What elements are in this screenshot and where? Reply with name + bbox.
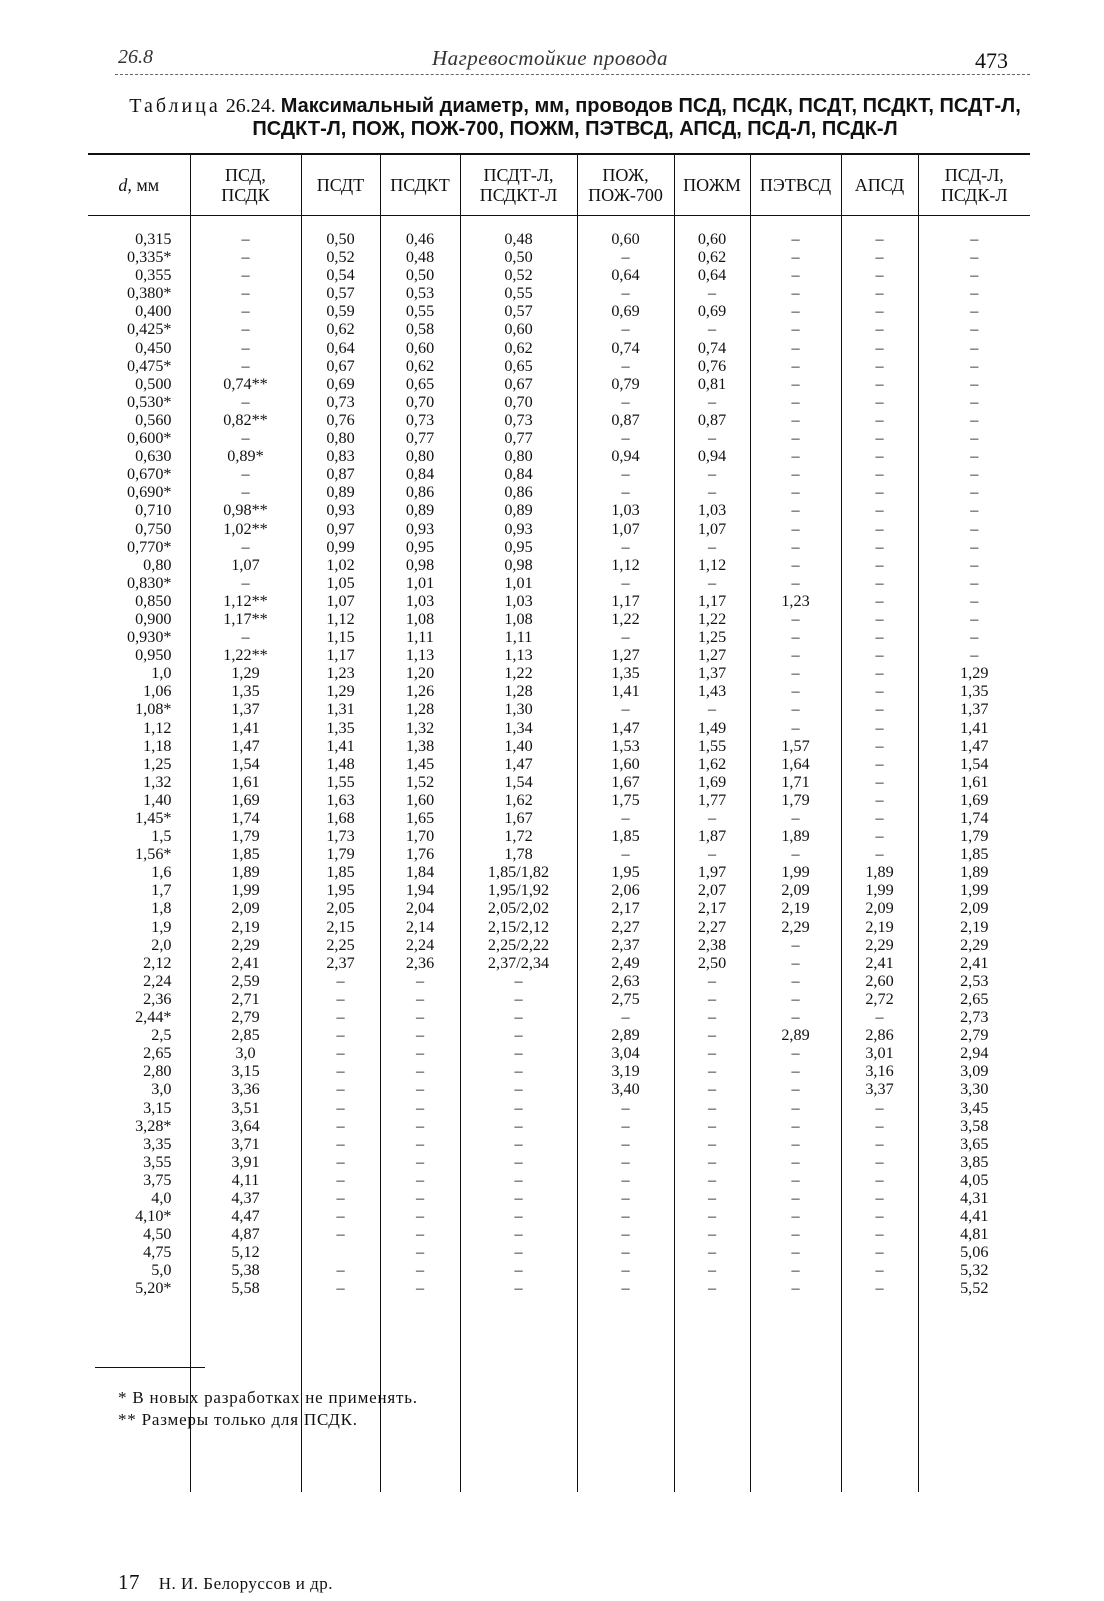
column-header-apsd [841, 154, 918, 216]
printer-signature [118, 1570, 333, 1595]
column-header-pozh-label: ПОЖ, ПОЖ-700 [588, 165, 663, 205]
column-psdkt-values-text: 0,46 0,48 0,50 0,53 0,55 0,58 0,60 0,62 0,65 0,70 0,73 0,77 0,80 0,84 0,86 0,89 0,93 0,95 0,98 1,01 1,03 1,08 1,11 1,13 1,20 1,26 1,28 1,32 1,38 1,45 1,52 1,60 1,65 1,70 1,76 1,84 1,94 2,04 2,14 2,24 2,36 – – – – – – – – – – – – – – – – – – [405, 230, 435, 1298]
caption-number: 26.24. [225, 95, 276, 117]
signature-text: Н. И. Белоруссов и др. [158, 1574, 333, 1593]
column-header-psdkt-label: ПСДКТ [390, 175, 450, 195]
column-header-psd-l [918, 154, 1030, 216]
column-petvsd-values [750, 216, 841, 1493]
column-pozhm-values-text: 0,60 0,62 0,64 – 0,69 – 0,74 0,76 0,81 – 0,87 – 0,94 – – 1,03 1,07 – 1,12 – 1,17 1,22 1,25 1,27 1,37 1,43 – 1,49 1,55 1,62 1,69 1,77 – 1,87 – 1,97 2,07 2,17 2,27 2,38 2,50 – – – – – – – – – – – – – – – – – – [697, 230, 727, 1298]
column-header-psd-label: ПСД, ПСДК [221, 165, 270, 205]
caption-title: Максимальный диаметр, мм, проводов ПСД, ПСДК, ПСДТ, ПСДКТ, ПСДТ-Л, ПСДКТ-Л, ПОЖ, ПОЖ-700, ПОЖМ, ПЭТВСД, АПСД, ПСД-Л, ПСДК-Л [252, 95, 1021, 140]
column-psdt-l-values-text: 0,48 0,50 0,52 0,55 0,57 0,60 0,62 0,65 0,67 0,70 0,73 0,77 0,80 0,84 0,86 0,89 0,93 0,95 0,98 1,01 1,03 1,08 1,11 1,13 1,22 1,28 1,30 1,34 1,40 1,47 1,54 1,62 1,67 1,72 1,78 1,85/1,82 1,95/1,92 2,05/2,02 2,15/2,12 2,25/2,22 2,37/2,34 – – – – – – – – – – – – – – – – – – [487, 230, 550, 1298]
signature-number: 17 [118, 1570, 140, 1594]
section-number: 26.8 [118, 46, 153, 68]
column-psdt-values [301, 216, 380, 1493]
column-psdkt-values [380, 216, 460, 1493]
column-header-psd-l-label: ПСД-Л, ПСДК-Л [940, 165, 1008, 205]
column-psd-l-values-text: – – – – – – – – – – – – – – – – – – – – – – – – 1,29 1,35 1,37 1,41 1,47 1,54 1,61 1,69 1,74 1,79 1,85 1,89 1,99 2,09 2,19 2,29 2,41 2,53 2,65 2,73 2,79 2,94 3,09 3,30 3,45 3,58 3,65 3,85 4,05 4,31 4,41 4,81 5,06 5,32 5,52 [960, 230, 989, 1298]
column-pozh-values-text: 0,60 – 0,64 – 0,69 – 0,74 – 0,79 – 0,87 – 0,94 – – 1,03 1,07 – 1,12 – 1,17 1,22 – 1,27 1,35 1,41 – 1,47 1,53 1,60 1,67 1,75 – 1,85 – 1,95 2,06 2,17 2,27 2,37 2,49 2,63 2,75 – 2,89 3,04 3,19 3,40 – – – – – – – – – – – [611, 230, 640, 1298]
footnote-2: ** Размеры только для ПСДК. [118, 1410, 358, 1429]
footnote-1: * В новых разработках не применять. [118, 1388, 418, 1407]
caption-label: Таблица [129, 95, 221, 117]
column-header-d [88, 154, 190, 216]
column-apsd-values [841, 216, 918, 1493]
column-psd-values-text: – – – – – – – – 0,74** – 0,82** – 0,89* – – 0,98** 1,02** – 1,07 – 1,12** 1,17** – 1,22** 1,29 1,35 1,37 1,41 1,47 1,54 1,61 1,69 1,74 1,79 1,85 1,89 1,99 2,09 2,19 2,29 2,41 2,59 2,71 2,79 2,85 3,0 3,15 3,36 3,51 3,64 3,71 3,91 4,11 4,37 4,47 4,87 5,12 5,38 5,58 [223, 230, 268, 1298]
column-d-values-text: 0,315 0,335* 0,355 0,380* 0,400 0,425* 0,450 0,475* 0,500 0,530* 0,560 0,600* 0,630 0,670* 0,690* 0,710 0,750 0,770* 0,80 0,830* 0,850 0,900 0,930* 0,950 1,0 1,06 1,08* 1,12 1,18 1,25 1,32 1,40 1,45* 1,5 1,56* 1,6 1,7 1,8 1,9 2,0 2,12 2,24 2,36 2,44* 2,5 2,65 2,80 3,0 3,15 3,28* 3,35 3,55 3,75 4,0 4,10* 4,50 4,75 5,0 5,20* [126, 230, 172, 1298]
column-header-pozh [577, 154, 674, 216]
column-header-psdt [301, 154, 380, 216]
column-psd-l-values [918, 216, 1030, 1493]
column-header-psdt-l [460, 154, 577, 216]
column-header-petvsd [750, 154, 841, 216]
table-caption [120, 95, 1030, 141]
table-body-row [88, 216, 1030, 1493]
column-psdt-values-text: 0,50 0,52 0,54 0,57 0,59 0,62 0,64 0,67 0,69 0,73 0,76 0,80 0,83 0,87 0,89 0,93 0,97 0,99 1,02 1,05 1,07 1,12 1,15 1,17 1,23 1,29 1,31 1,35 1,41 1,48 1,55 1,63 1,68 1,73 1,79 1,85 1,95 2,05 2,15 2,25 2,37 – – – – – – – – – – – – – – – – – [326, 230, 355, 1298]
column-header-pozhm-label: ПОЖМ [683, 175, 741, 195]
column-header-d-symbol: d, [118, 175, 132, 195]
page-number: 473 [975, 48, 1008, 73]
column-header-petvsd-label: ПЭТВСД [759, 175, 832, 195]
column-header-psdt-l-label: ПСДТ-Л, ПСДКТ-Л [479, 165, 558, 205]
header-rule [115, 74, 1030, 75]
column-psd-values [190, 216, 301, 1493]
column-header-psdkt [380, 154, 460, 216]
column-pozhm-values [674, 216, 750, 1493]
table-header-row [88, 154, 1030, 216]
footnote-rule [95, 1367, 205, 1368]
column-header-psd [190, 154, 301, 216]
column-apsd-values-text: – – – – – – – – – – – – – – – – – – – – – – – – – – – – – – – – – – – 1,89 1,99 2,09 2,19 2,29 2,41 2,60 2,72 – 2,86 3,01 3,16 3,37 – – – – – – – – – – – [865, 230, 894, 1298]
diameter-table [88, 153, 1030, 1492]
column-header-pozhm [674, 154, 750, 216]
column-header-d-unit: мм [131, 175, 160, 195]
column-pozh-values [577, 216, 674, 1493]
column-petvsd-values-text: – – – – – – – – – – – – – – – – – – – – 1,23 – – – – – – – 1,57 1,64 1,71 1,79 – 1,89 – 1,99 2,09 2,19 2,29 – – – – – 2,89 – – – – – – – – – – – – – – [781, 230, 810, 1298]
column-header-apsd-label: АПСД [854, 175, 905, 195]
column-psdt-l-values [460, 216, 577, 1493]
column-header-psdt-label: ПСДТ [316, 175, 365, 195]
column-d-values [88, 216, 190, 1493]
running-title: Нагревостойкие провода [431, 46, 669, 70]
